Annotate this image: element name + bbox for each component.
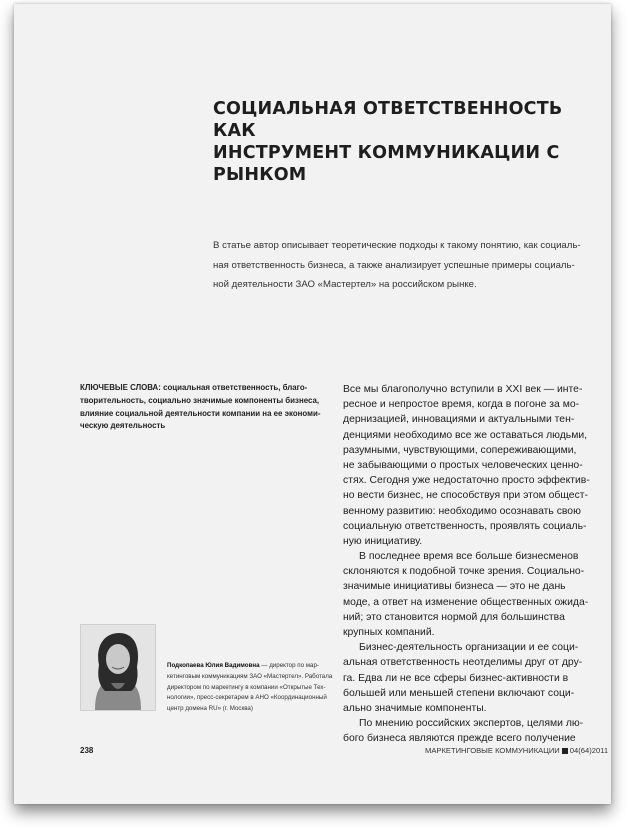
journal-name: МАРКЕТИНГОВЫЕ КОММУНИКАЦИИ [425, 746, 560, 755]
body-text-line: ально значимые компоненты. [343, 702, 487, 714]
keywords-line: ческую деятельность [80, 421, 166, 431]
document-page [14, 4, 611, 804]
body-text-line: В последнее время все больше бизнесменов [359, 551, 579, 563]
keywords-line: КЛЮЧЕВЫЕ СЛОВА: социальная ответственность, благо- [80, 383, 308, 392]
author-bio-line: директором по маркетингу в компании «Открытые Тех- [167, 683, 326, 691]
body-text-line: большей или меньшей степени включают соци- [343, 687, 575, 699]
article-title: СОЦИАЛЬНАЯ ОТВЕТСТВЕННОСТЬ КАК ИНСТРУМЕНТ КОММУНИКАЦИИ С РЫНКОМ [213, 99, 563, 185]
body-text-line: бого бизнеса являются прежде всего получение [343, 733, 576, 745]
keywords-line: влияние социальной деятельности компании на ее экономи- [80, 408, 321, 418]
body-text-line: ную инициативу. [343, 535, 423, 547]
article-abstract [213, 236, 605, 295]
body-text-line: склоняются к подобной точке зрения. Социально- [343, 566, 585, 578]
body-text-line: крупных компаний. [343, 627, 435, 638]
journal-issue: 04(64)2011 [569, 746, 609, 755]
keywords-line: творительность, социально значимые компоненты бизнеса, [80, 395, 320, 405]
author-bio-line: кетинговым коммуникациям ЗАО «Мастертел». Работала [167, 672, 333, 680]
body-text-line: Все мы благополучно вступили в XXI век — инте- [343, 384, 583, 395]
abstract-line: В статье автор описывает теоретические подходы к такому понятию, как социаль- [213, 240, 581, 251]
page-number: 238 [80, 746, 94, 755]
body-text-line: социальную ответственность, проявлять социаль- [343, 520, 587, 532]
body-text-line: ресное и непростое время, когда в погоне за мо- [343, 399, 580, 411]
journal-footer [425, 746, 608, 755]
body-text-line: моде, а ответ на изменение общественных ожида- [343, 596, 589, 608]
author-photo [80, 624, 156, 711]
body-text-line: ний; это становится нормой для большинства [343, 611, 565, 623]
author-portrait-icon [81, 625, 155, 710]
author-bio-line: нологии», пресс-секретарем в АНО «Координационный [167, 694, 327, 702]
square-bullet-icon [562, 748, 568, 754]
body-text-line: значимые инициативы бизнеса — это не дань [343, 581, 566, 593]
body-text-line: не забывающими о простых человеческих ценно- [343, 459, 583, 471]
body-text-line: альная ответственность неотделимы друг от дру- [343, 657, 583, 669]
author-name: Подкопаева Юлия Вадимовна [167, 662, 260, 669]
body-text-line: дернизацией, инновациями и актуальными тен- [343, 414, 575, 426]
author-bio-line: центр домена RU» (г. Москва) [167, 705, 253, 713]
author-info [167, 661, 337, 715]
body-text-line: но вести бизнес, не способствуя при этом общест- [343, 490, 588, 502]
body-text-line: венному развитию: необходимо осознавать свою [343, 505, 581, 517]
body-text-line: разумными, чувствующими, сопереживающими, [343, 444, 577, 456]
abstract-line: ной деятельности ЗАО «Мастертел» на российском рынке. [213, 279, 477, 290]
body-text-line: стях. Сегодня уже недостаточно просто эффектив- [343, 475, 590, 487]
body-text-line: денциями необходимо все же оставаться людьми, [343, 429, 588, 441]
body-text-line: га. Едва ли не все сферы бизнес-активности в [343, 672, 569, 684]
body-text-line: По мнению российских экспертов, целями лю- [359, 718, 584, 730]
keywords-block [80, 382, 332, 433]
author-bio: — директор по мар- [259, 662, 319, 669]
abstract-line: ная ответственность бизнеса, а также анализирует успешные примеры социаль- [213, 259, 575, 271]
article-body [343, 382, 605, 747]
body-text-line: Бизнес-деятельность организации и ее соци- [359, 642, 579, 654]
